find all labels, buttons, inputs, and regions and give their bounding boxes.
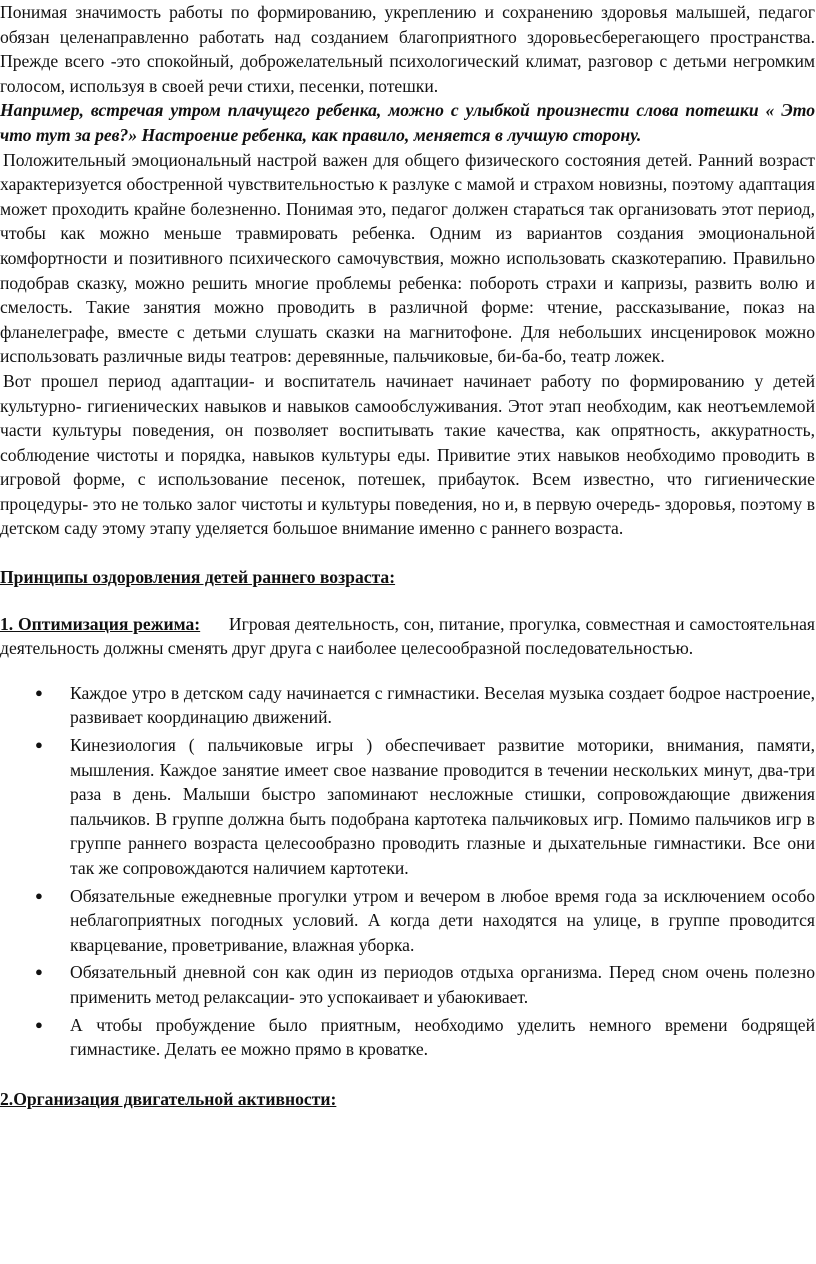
list-item-text: Обязательный дневной сон как один из периодов отдыха организма. Перед сном очень полезно применить метод релаксации- это успокаивает и убаюкивает. [70,962,815,1007]
subsection-title-motor: 2.Организация двигательной активности: [0,1088,337,1109]
spacer [0,541,815,565]
section-title: Принципы оздоровления детей раннего возраста: [0,567,396,588]
bullet-list [0,681,815,1062]
bullet-icon: ● [35,684,43,700]
subsection-text-regime: Игровая деятельность, сон, питание, прогулка, совместная и самостоятельная деятельность должны сменять друг друга с наиболее целесообразной последовательностью. [0,613,816,659]
spacer [0,1065,815,1087]
list-item-text: А чтобы пробуждение было приятным, необходимо уделить немного времени бодрящей гимнастике. Делать ее можно прямо в кроватке. [70,1014,815,1060]
list-item-text: Каждое утро в детском саду начинается с гимнастики. Веселая музыка создает бодрое настроение, развивает координацию движений. [70,682,815,728]
list-item [0,681,815,730]
subsection-title-regime: 1. Оптимизация режима: [0,613,201,634]
bullet-icon: ● [35,887,43,903]
spacer [0,590,815,612]
list-item-text: Обязательные ежедневные прогулки утром и вечером в любое время года за исключением особо неблагоприятных погодных условий. А когда дети находятся на улице, в группе проводится кварцевание, проветривание, влажная уборка. [70,885,815,955]
paragraph-regime [0,612,815,661]
list-item [0,960,815,1009]
list-item [0,884,815,958]
list-item-text: Кинезиология ( пальчиковые игры ) обеспечивает развитие моторики, внимания, памяти, мышления. Каждое занятие имеет свое название проводится в течении нескольких минут, два-три раза в день. Малыши быстро запоминают несложные стишки, сопровождающие движения пальчиков. В группе должна быть подобрана картотека пальчиковых игр. Помимо пальчиков игр в группе раннего возраста целесообразно проводить глазные и дыхательные гимнастики. Все они так же сопровождаются наличием картотеки. [70,735,815,878]
paragraph-intro: Понимая значимость работы по формированию, укреплению и сохранению здоровья малышей, педагог обязан целенаправленно работать над созданием благоприятного здоровьесберегающего пространства. Прежде всего -это спокойный, доброжелательный психологический климат, разговор с детьми негромким голосом, используя в своей речи стихи, песенки, потешки. [0,2,815,96]
bullet-icon: ● [35,737,43,753]
list-item [0,1013,815,1062]
paragraph-example: Например, встречая утром плачущего ребенка, можно с улыбкой произнести слова потешки « Это что тут за рев?» Настроение ребенка, как правило, меняется в лучшую сторону. [0,100,815,145]
paragraph-adaptation: Вот прошел период адаптации- и воспитатель начинает начинает работу по формированию у детей культурно- гигиенических навыков и навыков самообслуживания. Этот этап необходим, как неотъемлемой части культуры поведения, он позволяет воспитывать такие качества, как опрятность, аккуратность, соблюдение чистоты и порядка, навыков культуры еды. Привитие этих навыков необходимо проводить в игровой форме, с использование песенок, потешек, прибауток. Всем известно, что гигиенические процедуры- это не только залог чистоты и культуры поведения, но и, в первую очередь- здоровья, поэтому в детском саду этому этапу уделяется большое внимание именно с раннего возраста. [0,370,815,539]
bullet-icon: ● [35,964,43,980]
list-item [0,733,815,881]
paragraph-emotional: Положительный эмоциональный настрой важен для общего физического состояния детей. Ранний возраст характеризуется обостренной чувствительностью к разлуке с мамой и страхом новизны, поэтому адаптация может проходить крайне болезненно. Понимая это, педагог должен стараться так организовать этот период, чтобы как можно меньше травмировать ребенка. Одним из вариантов создания эмоциональной комфортности и позитивного психического самочувствия, можно использовать сказкотерапию. Правильно подобрав сказку, можно решить многие проблемы ребенка: побороть страхи и капризы, развить волю и смелость. Такие занятия можно проводить в различной форме: чтение, рассказывание, показ на фланелеграфе, вместе с детьми слушать сказки на магнитофоне. Для небольших инсценировок можно использовать различные виды театров: деревянные, пальчиковые, би-ба-бо, театр ложек. [0,149,815,367]
bullet-icon: ● [35,1016,43,1032]
